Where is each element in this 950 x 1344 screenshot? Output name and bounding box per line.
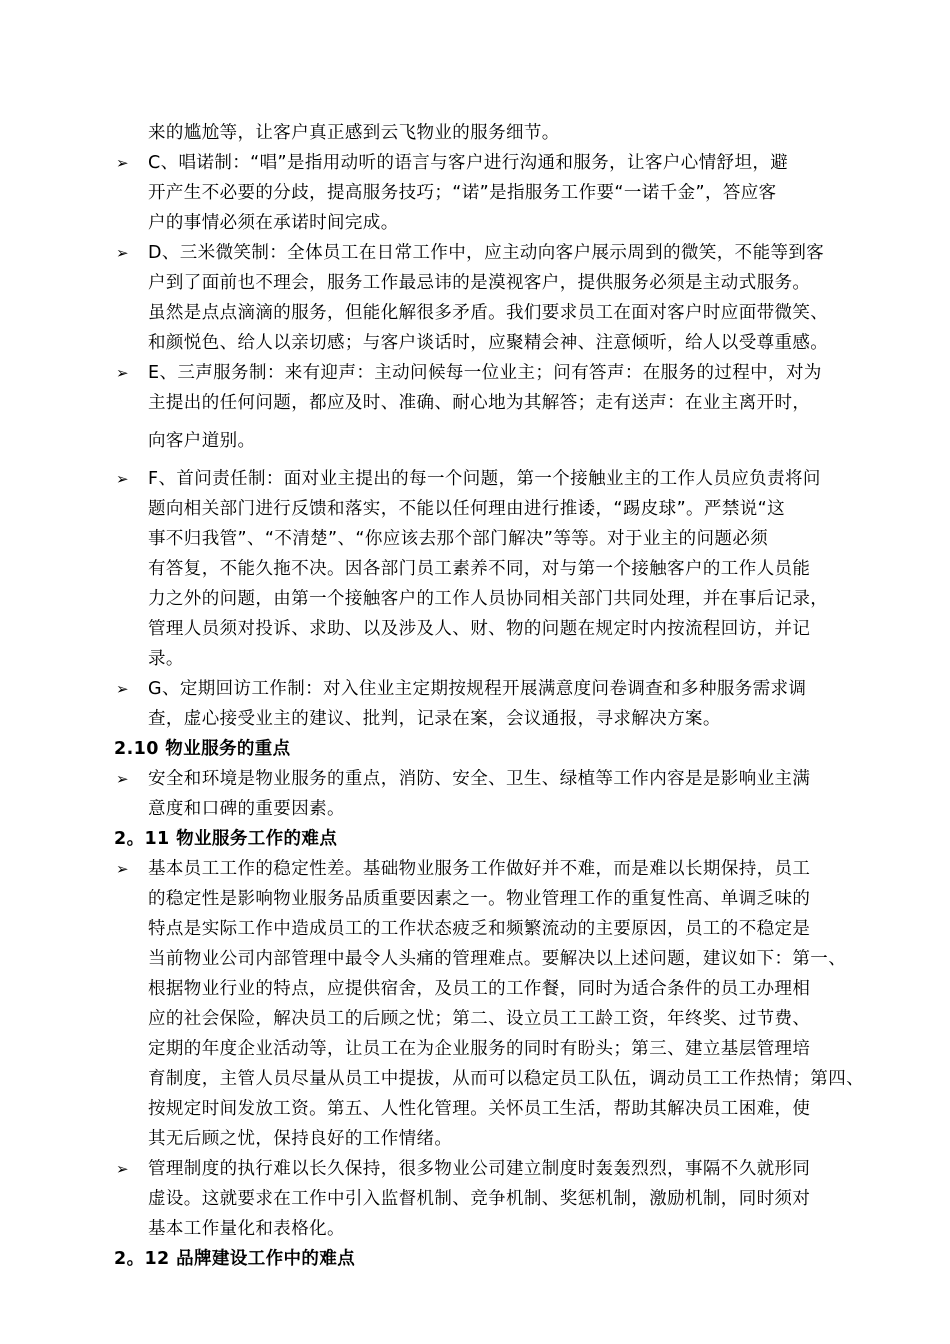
arrow-bullet-icon: ➢ — [116, 770, 129, 788]
list-item-e-three-voices — [114, 358, 874, 418]
list-item-text: G、定期回访工作制：对入住业主定期按规程开展满意度问卷调查和多种服务需求调 查，虚心接受业主的建议、批判，记录在案，会议通报，寻求解决方案。 — [148, 679, 807, 729]
arrow-bullet-icon: ➢ — [116, 860, 129, 878]
list-item-text: C、唱诺制：“唱”是指用动听的语言与客户进行沟通和服务，让客户心情舒坦，避 开产生不必要的分歧，提高服务技巧；“诺”是指服务工作要“一诺千金”，答应客 户的事情必须在承诺时间完成。 — [148, 153, 789, 233]
list-item-text: 安全和环境是物业服务的重点，消防、安全、卫生、绿植等工作内容是是影响业主满 意度和口碑的重要因素。 — [148, 769, 811, 819]
list-item-d-three-meter-smile — [114, 238, 874, 358]
document-content — [114, 118, 874, 1274]
list-item-text: 管理制度的执行难以长久保持，很多物业公司建立制度时轰轰烈烈，事隔不久就形同 虚设。这就要求在工作中引入监督机制、竞争机制、奖惩机制，激励机制，同时须对 基本工作量化和表格化。 — [148, 1159, 811, 1239]
list-item-staff-stability — [114, 854, 874, 1154]
arrow-bullet-icon: ➢ — [116, 680, 129, 698]
list-item-safety-environment — [114, 764, 874, 824]
section-heading-2-11: 2。11 物业服务工作的难点 — [114, 829, 338, 849]
list-item-e-tail: 向客户道别。 — [148, 431, 256, 451]
arrow-bullet-icon: ➢ — [116, 244, 129, 262]
list-item-f-first-ask-responsibility — [114, 464, 874, 674]
section-heading-2-10: 2.10 物业服务的重点 — [114, 739, 291, 759]
list-item-g-regular-follow-up — [114, 674, 874, 734]
arrow-bullet-icon: ➢ — [116, 470, 129, 488]
section-heading-2-12: 2。12 品牌建设工作中的难点 — [114, 1249, 356, 1269]
list-item-management-system — [114, 1154, 874, 1244]
list-item-text: F、首问责任制：面对业主提出的每一个问题，第一个接触业主的工作人员应负责将问 题向相关部门进行反馈和落实，不能以任何理由进行推诿，“踢皮球”。严禁说“这 事不归我管”、“不清楚”、“你应该去那个部门解决”等等。对于业主的问题必须 有答复，不能久拖不决。因各部门员工素养不同，对与第一个接触客户的工作人员能 力之外的问题，由第一个接触客户的工作人员协同相关部门共同处理，并在事后记录， 管理人员须对投诉、求助、以及涉及人、财、物的问题在规定时内按流程回访，并记 录。 — [148, 469, 829, 669]
list-item-text: 基本员工工作的稳定性差。基础物业服务工作做好并不难，而是难以长期保持，员工 的稳定性是影响物业服务品质重要因素之一。物业管理工作的重复性高、单调乏味的 特点是实际工作中造成员工的工作状态疲乏和频繁流动的主要原因，员工的不稳定是 当前物业公司内部管理中最令人头痛的管理难点。要解决以上述问题，建议如下：第一、 根据物业行业的特点，应提供宿舍，及员工的工作餐，同时为适合条件的员工办理相 应的社会保险，解决员工的后顾之忧；第二、设立员工工龄工资，年终奖、过节费、 定期的年度企业活动等，让员工在为企业服务的同时有盼头；第三、建立基层管理培 育制度，主管人员尽量从员工中提拔，从而可以稳定员工队伍，调动员工工作热情；第四、 按规定时间发放工资。第五、人性化管理。关怀员工生活，帮助其解决员工困难，使 其无后顾之忧，保持良好的工作情绪。 — [148, 859, 864, 1149]
list-item-c-singing-promise — [114, 148, 874, 238]
arrow-bullet-icon: ➢ — [116, 154, 129, 172]
arrow-bullet-icon: ➢ — [116, 364, 129, 382]
list-item-text: E、三声服务制：来有迎声：主动问候每一位业主；问有答声：在服务的过程中，对为 主提出的任何问题，都应及时、准确、耐心地为其解答；走有送声：在业主离开时， — [148, 363, 822, 413]
arrow-bullet-icon: ➢ — [116, 1160, 129, 1178]
continuation-paragraph: 来的尴尬等，让客户真正感到云飞物业的服务细节。 — [148, 123, 560, 143]
list-item-text: D、三米微笑制：全体员工在日常工作中，应主动向客户展示周到的微笑，不能等到客 户到了面前也不理会，服务工作最忌讳的是漠视客户，提供服务必须是主动式服务。 虽然是点点滴滴的服务，但能化解很多矛盾。我们要求员工在面对客户时应面带微笑、 和颜悦色、给人以亲切感；与客户谈话时，应聚精会神、注意倾听，给人以受尊重感。 — [148, 243, 829, 353]
